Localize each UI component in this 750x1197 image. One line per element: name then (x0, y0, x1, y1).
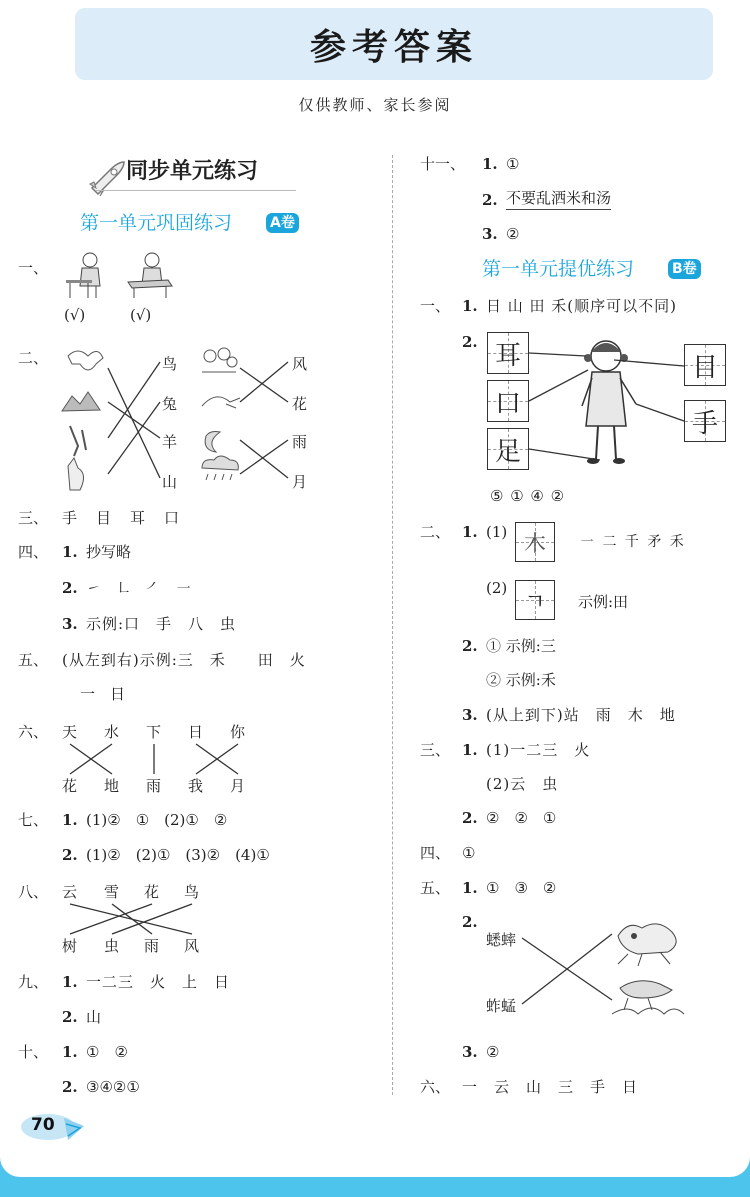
b5-answer-1: ① ③ ② (486, 879, 557, 897)
unit-a-title: 第一单元巩固练习 (80, 212, 233, 234)
q3-answer: 手 目 耳 口 (62, 509, 182, 527)
b1-grid-char: 目 (691, 352, 718, 383)
q4-answer-1: 抄写略 (86, 543, 132, 561)
q6-bottom-char-4: 月 (230, 777, 246, 795)
b2-answer-5: (从上到下)站 雨 木 地 (486, 706, 676, 724)
q5-answer-1: (从左到右)示例:三 禾 田 火 (62, 651, 306, 669)
q8-bottom-char-1: 虫 (104, 937, 120, 955)
b2-answer-4: ② 示例:禾 (486, 671, 556, 689)
q4-answer-2: ㇀ ㇗ ㇒ ㇐ (86, 579, 192, 597)
b1-grid-ear (487, 332, 529, 374)
q9-num-1: 1. (62, 973, 78, 991)
page-number: 70 (31, 1115, 55, 1135)
b1-num-2: 2. (462, 333, 478, 351)
q11-num-2: 2. (482, 191, 498, 209)
q7-answer-1: (1)② ① (2)① ② (86, 811, 228, 829)
q6-bottom-char-0: 花 (62, 777, 78, 795)
q4-num-3: 3. (62, 615, 78, 633)
b5-num-3: 3. (462, 1043, 478, 1061)
b2-num-2: 2. (462, 637, 478, 655)
b1-grid-hand (684, 400, 726, 442)
b1-grid-foot (487, 428, 529, 470)
b2-label: 二、 (420, 523, 451, 541)
q7-num-2: 2. (62, 846, 78, 864)
q4-num-1: 1. (62, 543, 78, 561)
b3-answer-1: (1)一二三 火 (486, 741, 591, 759)
b5-insect-2: 蚱蜢 (486, 997, 517, 1015)
q4-num-2: 2. (62, 579, 78, 597)
q8-top-char-0: 云 (62, 883, 78, 901)
q8-bottom-char-3: 风 (184, 937, 200, 955)
q1-label: 一、 (18, 259, 49, 277)
b1-label: 一、 (420, 297, 451, 315)
q2-left-char-1: 兔 (162, 395, 178, 413)
b1-grid-char: 手 (691, 408, 718, 439)
b5-insect-1: 蟋蟀 (486, 931, 517, 949)
q7-label: 七、 (18, 811, 49, 829)
b3-num-2: 2. (462, 809, 478, 827)
unit-b-title: 第一单元提优练习 (482, 258, 635, 280)
b5-answer-3: ② (486, 1043, 500, 1061)
q2-right-char-3: 月 (292, 473, 308, 491)
b2-grid-1 (515, 522, 555, 562)
q2-right-char-0: 风 (292, 355, 308, 373)
q11-label: 十一、 (420, 155, 466, 173)
b1-grid-mouth (487, 380, 529, 422)
q7-answer-2: (1)② (2)① (3)② (4)① (86, 846, 270, 864)
q6-top-char-3: 日 (188, 723, 204, 741)
q2-left-char-3: 山 (162, 473, 178, 491)
b1-grid-eye (684, 344, 726, 386)
q6-top-char-2: 下 (146, 723, 162, 741)
q1-answer-1: (√) (64, 306, 86, 324)
q6-bottom-char-1: 地 (104, 777, 120, 795)
q6-top-char-0: 天 (62, 723, 78, 741)
q11-num-3: 3. (482, 225, 498, 243)
q2-right-char-1: 花 (292, 395, 308, 413)
b2-grid-char-2: ㄱ (524, 589, 546, 615)
b2-num-3: 3. (462, 706, 478, 724)
q9-answer-2: 山 (86, 1008, 102, 1026)
q6-top-char-4: 你 (230, 723, 246, 741)
b1-answer-1: 日 山 田 禾(顺序可以不同) (486, 297, 678, 315)
b1-grid-char: 口 (494, 388, 521, 419)
b1-grid-char: 耳 (494, 340, 521, 371)
q6-bottom-char-3: 我 (188, 777, 204, 795)
b4-answer-1: ① (462, 844, 476, 862)
b6-label: 六、 (420, 1078, 451, 1096)
q8-top-char-1: 雪 (104, 883, 120, 901)
q2-right-char-2: 雨 (292, 433, 308, 451)
b1-grid-char: 足 (494, 436, 521, 467)
b2-grid-2 (515, 580, 555, 620)
b2-answer-2: 示例:田 (578, 593, 629, 611)
q8-bottom-char-2: 雨 (144, 937, 160, 955)
q1-answer-2: (√) (130, 306, 152, 324)
q6-bottom-char-2: 雨 (146, 777, 162, 795)
q10-num-2: 2. (62, 1078, 78, 1096)
q8-label: 八、 (18, 883, 49, 901)
q5-label: 五、 (18, 651, 49, 669)
b2-sub-1: (1) (486, 523, 508, 541)
b3-label: 三、 (420, 741, 451, 759)
q9-num-2: 2. (62, 1008, 78, 1026)
b1-answer-2: ⑤ ① ④ ② (490, 487, 566, 505)
q10-num-1: 1. (62, 1043, 78, 1061)
b3-answer-3: ② ② ① (486, 809, 557, 827)
q11-answer-2: 不要乱洒米和汤 (506, 188, 611, 210)
q2-label: 二、 (18, 349, 49, 367)
q3-label: 三、 (18, 509, 49, 527)
q5-answer-2: 一 日 (80, 685, 126, 703)
q6-label: 六、 (18, 723, 49, 741)
q4-label: 四、 (18, 543, 49, 561)
b3-num-1: 1. (462, 741, 478, 759)
q2-left-char-0: 鸟 (162, 355, 178, 373)
b5-num-2: 2. (462, 913, 478, 931)
q9-answer-1: 一二三 火 上 日 (86, 973, 231, 991)
q11-answer-3: ② (506, 225, 520, 243)
q11-num-1: 1. (482, 155, 498, 173)
q10-answer-2: ③④②① (86, 1078, 140, 1096)
b4-label: 四、 (420, 844, 451, 862)
page-subtitle: 仅供教师、家长参阅 (298, 96, 452, 114)
b6-answer-1: 一 云 山 三 手 日 (462, 1078, 639, 1096)
q8-top-char-2: 花 (144, 883, 160, 901)
q6-top-char-1: 水 (104, 723, 120, 741)
b1-num-1: 1. (462, 297, 478, 315)
page-title: 参考答案 (309, 26, 478, 68)
q4-answer-3: 示例:口 手 八 虫 (86, 615, 237, 633)
q7-num-1: 1. (62, 811, 78, 829)
q8-top-char-3: 鸟 (184, 883, 200, 901)
q8-bottom-char-0: 树 (62, 937, 78, 955)
q10-label: 十、 (18, 1043, 49, 1061)
q2-left-char-2: 羊 (162, 433, 178, 451)
q10-answer-1: ① ② (86, 1043, 128, 1061)
b2-sub-2: (2) (486, 579, 508, 597)
b5-num-1: 1. (462, 879, 478, 897)
unit-b-badge: B卷 (668, 259, 701, 279)
b3-answer-2: (2)云 虫 (486, 775, 559, 793)
unit-a-badge: A卷 (266, 213, 299, 233)
q9-label: 九、 (18, 973, 49, 991)
b2-answer-1: ㇐ 二 千 矛 禾 (580, 534, 686, 550)
b2-grid-char-1: 木 (523, 531, 546, 557)
section-title: 同步单元练习 (126, 159, 259, 184)
q11-answer-1: ① (506, 155, 520, 173)
b5-label: 五、 (420, 879, 451, 897)
b2-num-1: 1. (462, 523, 478, 541)
b2-answer-3: ① 示例:三 (486, 637, 556, 655)
